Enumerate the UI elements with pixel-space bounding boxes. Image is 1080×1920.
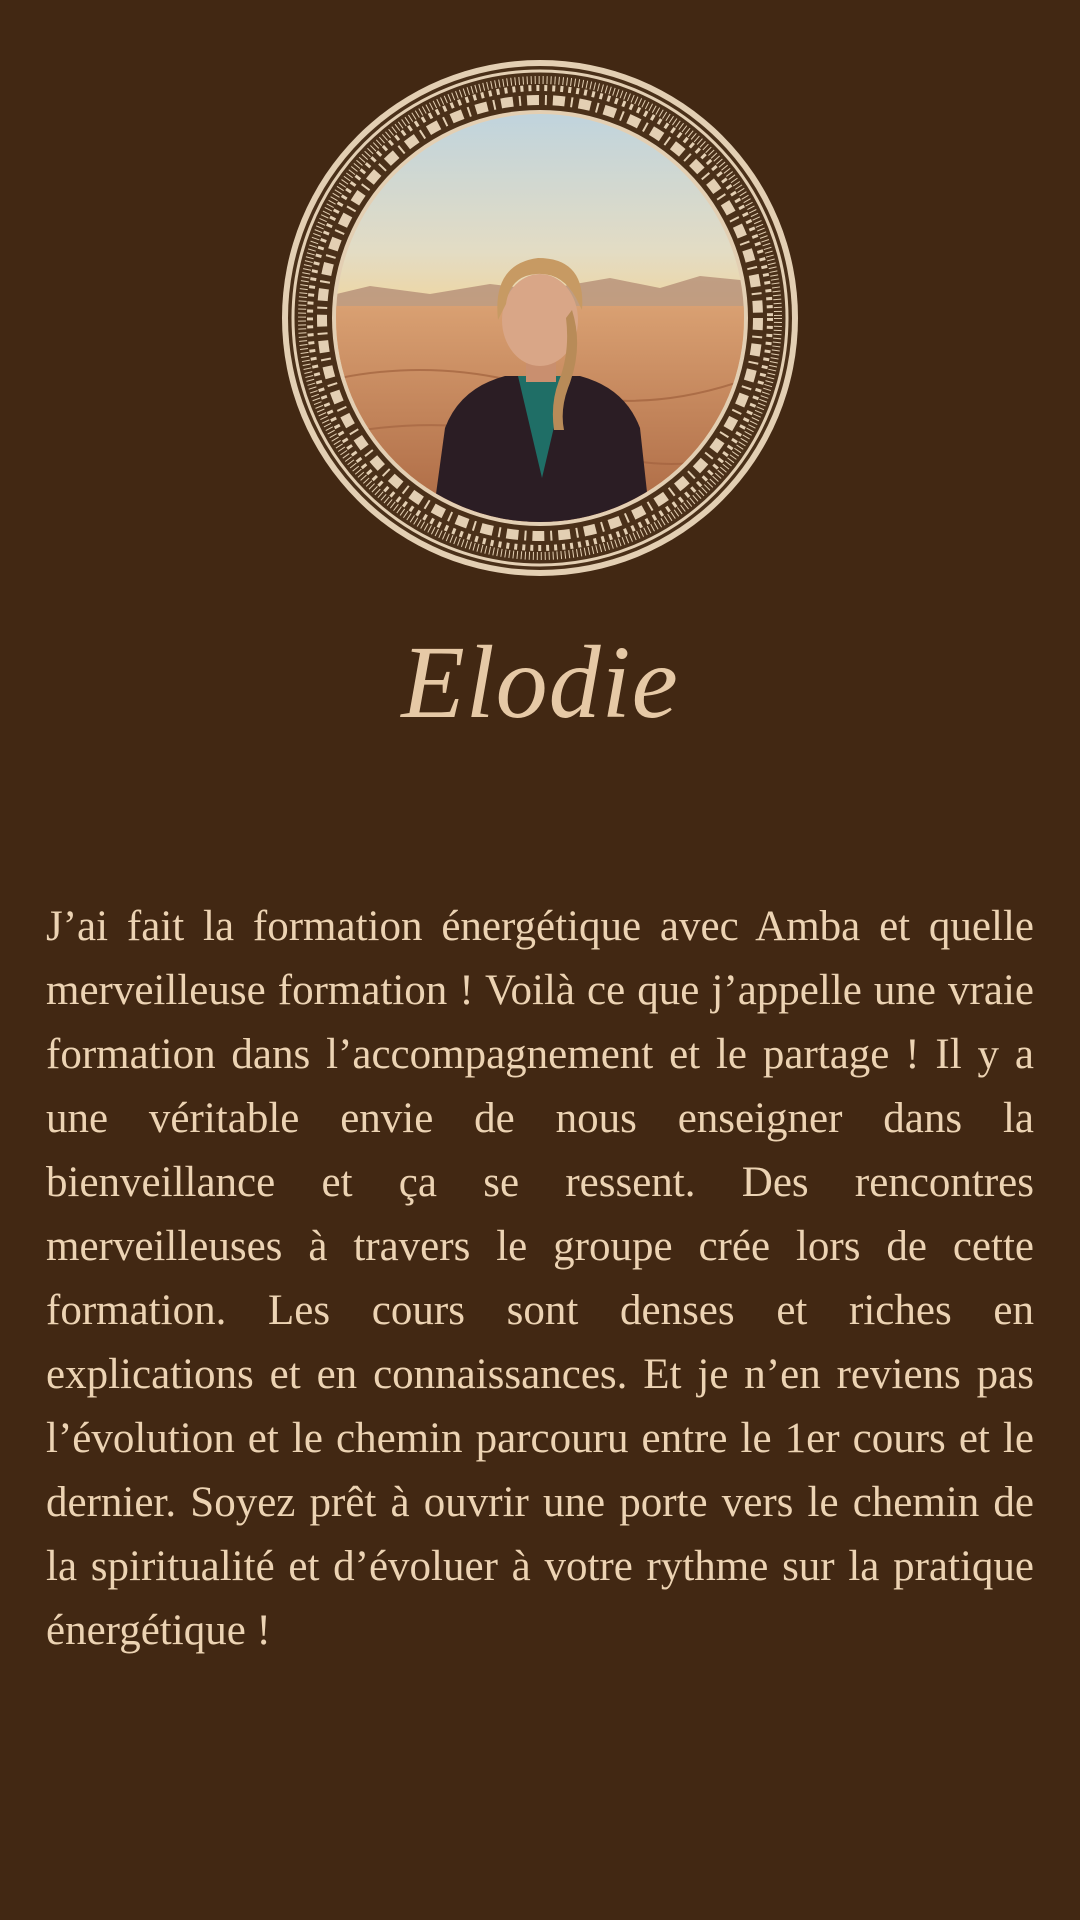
testimonial-text: J’ai fait la formation énergétique avec Amba et quelle merveilleuse formation ! Voilà ce que j’appelle une vraie formation dans l’accompagnement et le partage ! Il y a une véritable envie de nous enseigner dans la bienveillance et ça se ressent. Des rencontres merveilleuses à travers le groupe crée lors de cette formation. Les cours sont denses et riches en explications et en connaissances. Et je n’en reviens pas l’évolution et le chemin parcouru entre le 1er cours et le dernier. Soyez prêt à ouvrir une porte vers le chemin de la spiritualité et d’évoluer à votre rythme sur la pratique énergétique ! — [46, 903, 1034, 1654]
portrait-frame — [280, 58, 800, 578]
ornate-frame-icon — [280, 58, 800, 578]
testimonial-author-name: Elodie — [401, 625, 679, 740]
